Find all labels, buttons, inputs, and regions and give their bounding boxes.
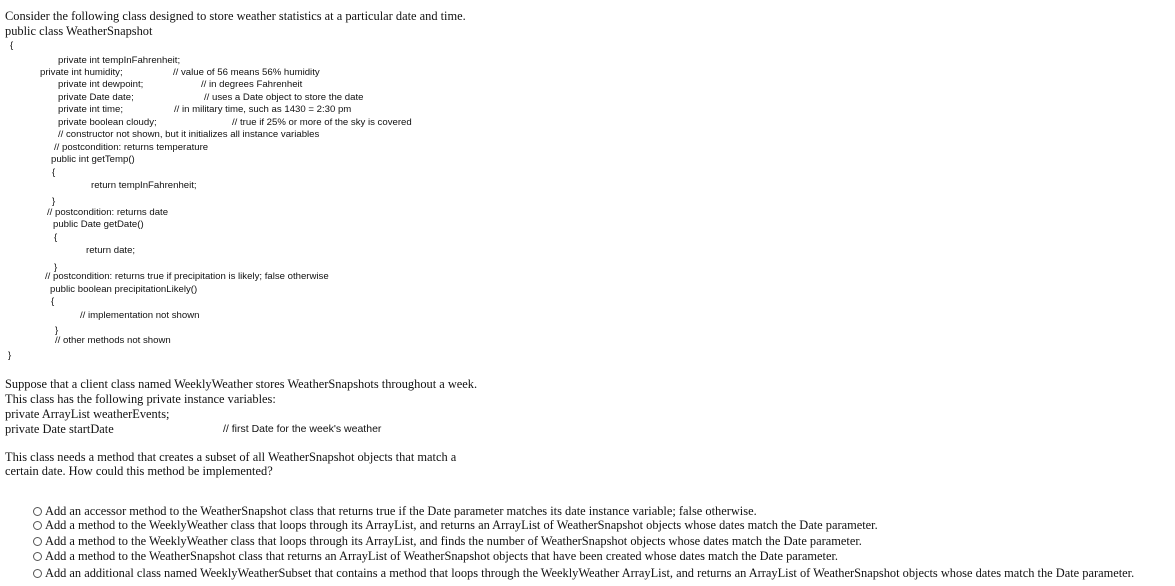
answer-option-label: Add an additional class named WeeklyWeatherSubset that contains a method that loops through the WeeklyWeather ArrayList, and returns an ArrayList of WeatherSnapshot objects whose dates match the Date parameter. — [45, 566, 1135, 580]
answer-option-label: Add a method to the WeeklyWeather class that loops through its ArrayList, and finds the number of WeatherSnapshot objects whose dates match the Date parameter. — [45, 534, 862, 548]
brace-close: } — [52, 196, 56, 207]
method-gettemp: public int getTemp() — [51, 154, 135, 165]
method-getdate: public Date getDate() — [53, 219, 144, 230]
answer-option[interactable] — [33, 566, 1134, 581]
comment-date: // uses a Date object to store the date — [204, 92, 364, 103]
brace-open: { — [52, 167, 56, 178]
field-time: private int time; — [58, 104, 124, 115]
comment-dewpoint: // in degrees Fahrenheit — [201, 79, 303, 90]
question-text: This class needs a method that creates a subset of all WeatherSnapshot objects that match a — [5, 450, 457, 464]
answer-option[interactable] — [33, 518, 878, 533]
client-variables-intro: This class has the following private instance variables: — [5, 392, 276, 406]
answer-option-label: Add a method to the WeeklyWeather class that loops through its ArrayList, and returns an ArrayList of WeatherSnapshot objects whose dates match the Date parameter. — [45, 518, 878, 532]
comment-humidity: // value of 56 means 56% humidity — [173, 67, 320, 78]
answer-option[interactable] — [33, 549, 838, 564]
comment-time: // in military time, such as 1430 = 2:30 pm — [174, 104, 352, 115]
client-field-events: private ArrayList weatherEvents; — [5, 407, 170, 421]
answer-option[interactable] — [33, 534, 862, 549]
field-cloudy: private boolean cloudy; — [58, 117, 157, 128]
brace-close: } — [54, 262, 58, 273]
comment-constructor: // constructor not shown, but it initializes all instance variables — [58, 129, 320, 140]
field-temp: private int tempInFahrenheit; — [58, 55, 181, 66]
comment-postcondition-date: // postcondition: returns date — [47, 207, 169, 218]
client-description: Suppose that a client class named WeeklyWeather stores WeatherSnapshots throughout a week. — [5, 377, 478, 391]
class-close-brace: } — [8, 350, 12, 361]
radio-button[interactable] — [33, 569, 42, 578]
radio-button[interactable] — [33, 552, 42, 561]
comment-implementation: // implementation not shown — [80, 310, 200, 321]
class-open-brace: { — [10, 40, 14, 51]
radio-button[interactable] — [33, 507, 42, 516]
answer-option-label: Add an accessor method to the WeatherSnapshot class that returns true if the Date parameter matches its date instance variable; false otherwise. — [45, 504, 757, 518]
question-text: certain date. How could this method be implemented? — [5, 464, 273, 478]
return-temp: return tempInFahrenheit; — [91, 180, 197, 191]
method-precipitation: public boolean precipitationLikely() — [50, 284, 198, 295]
comment-other-methods: // other methods not shown — [55, 335, 171, 346]
comment-postcondition-precip: // postcondition: returns true if precipitation is likely; false otherwise — [45, 271, 329, 282]
field-humidity: private int humidity; — [40, 67, 123, 78]
brace-open: { — [54, 232, 58, 243]
radio-button[interactable] — [33, 521, 42, 530]
field-date: private Date date; — [58, 92, 134, 103]
brace-open: { — [51, 296, 55, 307]
client-field-startdate: private Date startDate — [5, 422, 114, 436]
intro-text: Consider the following class designed to store weather statistics at a particular date and time. — [5, 9, 466, 23]
comment-postcondition-temp: // postcondition: returns temperature — [54, 142, 209, 153]
answer-option[interactable] — [33, 504, 757, 519]
radio-button[interactable] — [33, 537, 42, 546]
class-declaration: public class WeatherSnapshot — [5, 24, 153, 38]
client-startdate-comment: // first Date for the week's weather — [223, 423, 382, 435]
return-date: return date; — [86, 245, 136, 256]
answer-option-label: Add a method to the WeatherSnapshot class that returns an ArrayList of WeatherSnapshot objects that have been created whose dates match the Date parameter. — [45, 549, 839, 563]
brace-close: } — [55, 325, 59, 336]
field-dewpoint: private int dewpoint; — [58, 79, 144, 90]
comment-cloudy: // true if 25% or more of the sky is covered — [232, 117, 412, 128]
